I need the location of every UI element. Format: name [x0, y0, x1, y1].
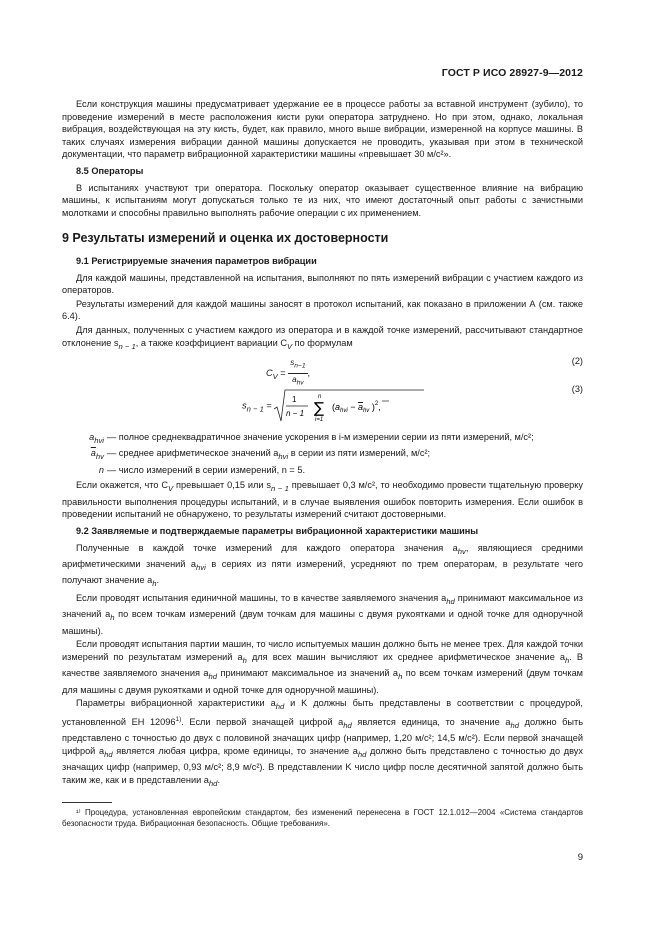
heading-9: 9 Результаты измерений и оценка их достоверности	[62, 231, 389, 246]
formula-3: $s_{n - 1}$ = 1 n − 1 ∑ n i=1 ($a_{hvi} - a_{hv}$ )$^2$, (3)	[242, 383, 583, 423]
paragraph-9-2-b: Если проводят испытания единичной машины, то в качестве заявляемого значения $a_{hd}$ принимают максимальное из значений $a_h$ по всем точкам измерений (двум точкам для машины с двумя рукоятками и одной точке для одноручной машины).	[62, 592, 584, 636]
heading-9-1: 9.1 Регистрируемые значения параметров вибрации	[76, 255, 317, 266]
f3-sum-bot: i=1	[315, 416, 324, 423]
legend-row: $a_{hvi}$ — полное среднеквадратичное значение ускорения в i-м измерении серии из пяти измерений, м/с²;	[89, 431, 534, 445]
formula-2: $C_V$ = $s_{n-1}$ $a_{hv}$ , (2)	[266, 355, 583, 387]
f3-den: n − 1	[286, 408, 305, 418]
f3-sum-top: n	[318, 393, 322, 400]
svg-text:∑: ∑	[314, 398, 325, 417]
formula-3-svg	[274, 389, 424, 423]
paragraph-9-1-b: Результаты измерений для каждой машины заносят в протокол испытаний, как показано в приложении А (см. также 6.4).	[62, 298, 583, 322]
page-number: 9	[577, 852, 583, 863]
legend-row: n — число измерений в серии измерений, n = 5.	[98, 464, 305, 475]
footnote-divider	[62, 802, 112, 803]
page-content	[62, 98, 583, 829]
f3-one: 1	[292, 394, 297, 404]
paragraph-intro: Если конструкция машины предусматривает удержание ее в процессе работы за вставной инструмент (зубило), то проведение измерений в месте расположения кисти руки оператора затруднено. Но при этом, однако, локальная вибрация, воздействующая на эту кисть, будет, как правило, много выше вибрации, измеренной на корпусе машины. В таких случаях измерения вибрации данной машины допускается не проводить, указывая при этом в технической документации, что параметр вибрационной характеристики машины «превышает 30 м/с²».	[62, 99, 583, 160]
heading-8-5: 8.5 Операторы	[76, 165, 144, 176]
paragraph-9-1-a: Для каждой машины, представленной на испытания, выполняют по пять измерений вибрации с участием каждого из операторов.	[62, 272, 583, 296]
paragraph-9-2-c: Если проводят испытания партии машин, то число испытуемых машин должно быть не менее трех. Для каждой точки измерений по результатам измерений $a_h$ для всех машин вычисляют их среднее арифметическое значение $a_h$. В качестве заявляемого значения $a_{hd}$ принимают максимальное из значений $a_h$ по всем точкам измерений (двум точкам для машины с двумя рукоятками и одной точке для одноручной машины).	[62, 639, 583, 695]
heading-9-2: 9.2 Заявляемые и подтверждаемые параметры вибрационной характеристики машины	[76, 525, 479, 536]
formula-legend	[62, 431, 583, 476]
svg-text:(ahvi − ahv )2,: ($a_{hvi} - a_{hv}$ )$^2$,	[332, 400, 381, 414]
standard-header: ГОСТ Р ИСО 28927-9—2012	[441, 67, 583, 79]
paragraph-8-5: В испытаниях участвуют три оператора. Поскольку оператор оказывает существенное влияние на вибрацию машины, к испытаниям могут допускаться только те из них, что имеют достаточный опыт работы с зачистными молотками и способны правильно выполнять рабочие операции с их применением.	[62, 182, 583, 218]
paragraph-9-1-c: Для данных, полученных с участием каждого из оператора и в каждой точке измерений, рассчитывают стандартное отклонение $s_{n - 1}$, а также коэффициент вариации $C_V$ по формулам	[62, 324, 583, 351]
footnote: ¹⁾ Процедура, установленная европейским стандартом, без изменений перенесена в ГОСТ 12.1.012—2004 «Система стандартов безопасности труда. Вибрационная безопасность. Общие требования».	[62, 808, 583, 829]
legend-row: $\overline{a}_{hv}$ — среднее арифметическое значений $a_{hvi}$ в серии из пяти измерений, м/с²;	[90, 448, 431, 462]
formula-3-number: (3)	[571, 383, 583, 394]
paragraph-9-2-d: Параметры вибрационной характеристики $a_{hd}$ и K должны быть представлены в соответствии с процедурой, установленной ЕН 12096$^{1)}$. Если первой значащей цифрой $a_{hd}$ является единица, то значение $a_{hd}$ должно быть представлено с точностью до двух с половиной значащих цифр (например, 1,20 м/с²; 14,5 м/с²). Если первой значащей цифрой $a_{hd}$ является любая цифра, кроме единицы, то значение $a_{hd}$ должно быть представлено с точностью до двух значащих цифр (например, 0,93 м/с²; 8,9 м/с²). В представлении K число цифр после десятичной запятой должно быть таким же, как и в представлении $a_{hd}$.	[62, 698, 584, 788]
paragraph-9-2-a: Полученные в каждой точке измерений для каждого оператора значения $a_{hv}$, являющиеся средними арифметическими значений $a_{hvi}$ в сериях из пяти измерений, усредняют по трем операторам, в результате чего получают значение $a_h$.	[62, 542, 583, 589]
paragraph-9-1-d: Если окажется, что $C_V$ превышает 0,15 или $s_{n - 1}$ превышает 0,3 м/с², то необходимо провести тщательную проверку правильности выполнения процедуры испытаний, и в случае выявления ошибок повторить измерения. Если ошибок в проведении испытаний не обнаружено, то результаты измерений считают достоверными.	[62, 480, 583, 520]
formula-2-number: (2)	[571, 355, 583, 366]
